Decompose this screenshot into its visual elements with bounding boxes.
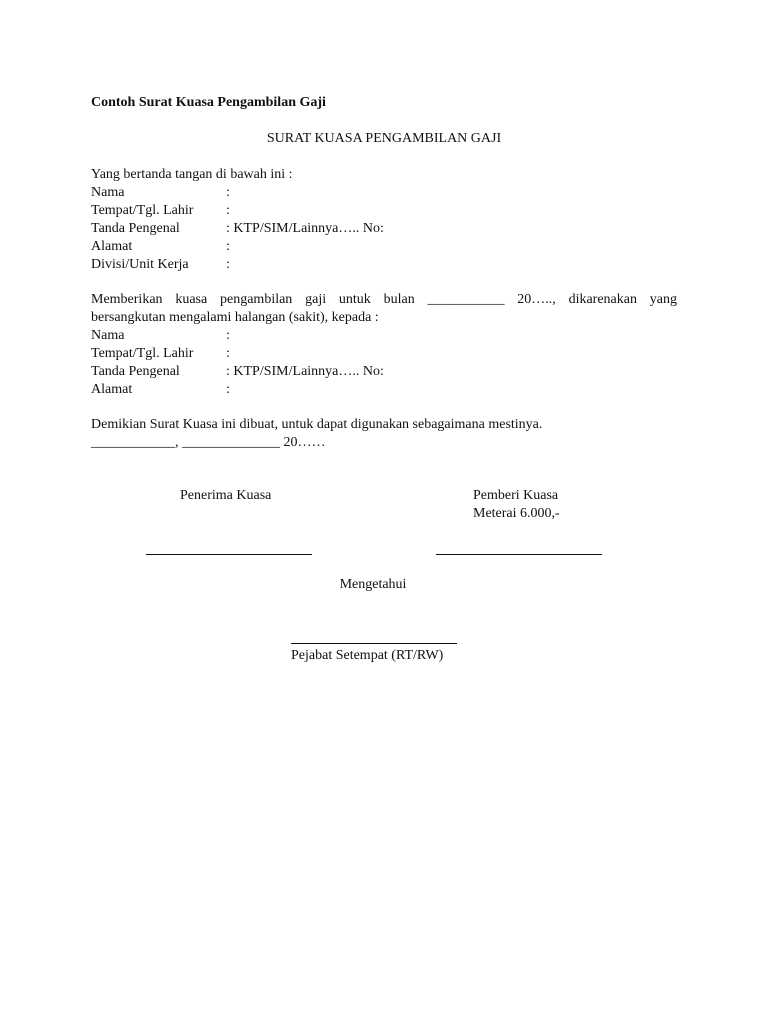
- closing-text: Demikian Surat Kuasa ini dibuat, untuk dapat digunakan sebagaimana mestinya.: [91, 417, 543, 432]
- field-value: :: [226, 382, 230, 397]
- field-label: Nama: [91, 328, 125, 343]
- field-label: Tempat/Tgl. Lahir: [91, 346, 194, 361]
- document-heading: Contoh Surat Kuasa Pengambilan Gaji: [91, 95, 326, 110]
- field-label: Tanda Pengenal: [91, 364, 180, 379]
- field-label: Divisi/Unit Kerja: [91, 257, 189, 272]
- field-label: Tanda Pengenal: [91, 221, 180, 236]
- field-value: : KTP/SIM/Lainnya….. No:: [226, 221, 384, 236]
- giver-signature-line: [436, 554, 602, 555]
- field-label: Tempat/Tgl. Lahir: [91, 203, 194, 218]
- letter-title: SURAT KUASA PENGAMBILAN GAJI: [266, 131, 502, 146]
- authorization-line-2: bersangkutan mengalami halangan (sakit), kepada :: [91, 310, 379, 325]
- field-value: :: [226, 346, 230, 361]
- field-label: Nama: [91, 185, 125, 200]
- field-value: :: [226, 185, 230, 200]
- giver-label: Pemberi Kuasa: [473, 488, 559, 503]
- official-label: Pejabat Setempat (RT/RW): [291, 648, 444, 663]
- authorization-line-1: Memberikan kuasa pengambilan gaji untuk bulan ___________ 20….., dikarenakan yang: [91, 292, 677, 307]
- field-label: Alamat: [91, 382, 133, 397]
- field-value: :: [226, 203, 230, 218]
- receiver-label: Penerima Kuasa: [180, 488, 272, 503]
- stamp-label: Meterai 6.000,-: [473, 506, 560, 521]
- field-value: : KTP/SIM/Lainnya….. No:: [226, 364, 384, 379]
- place-date: ____________, ______________ 20……: [91, 435, 326, 450]
- field-value: :: [226, 239, 230, 254]
- intro-text: Yang bertanda tangan di bawah ini :: [91, 167, 293, 182]
- field-value: :: [226, 257, 230, 272]
- official-signature-line: [291, 643, 457, 644]
- field-value: :: [226, 328, 230, 343]
- field-label: Alamat: [91, 239, 133, 254]
- acknowledge-label: Mengetahui: [339, 577, 407, 592]
- receiver-signature-line: [146, 554, 312, 555]
